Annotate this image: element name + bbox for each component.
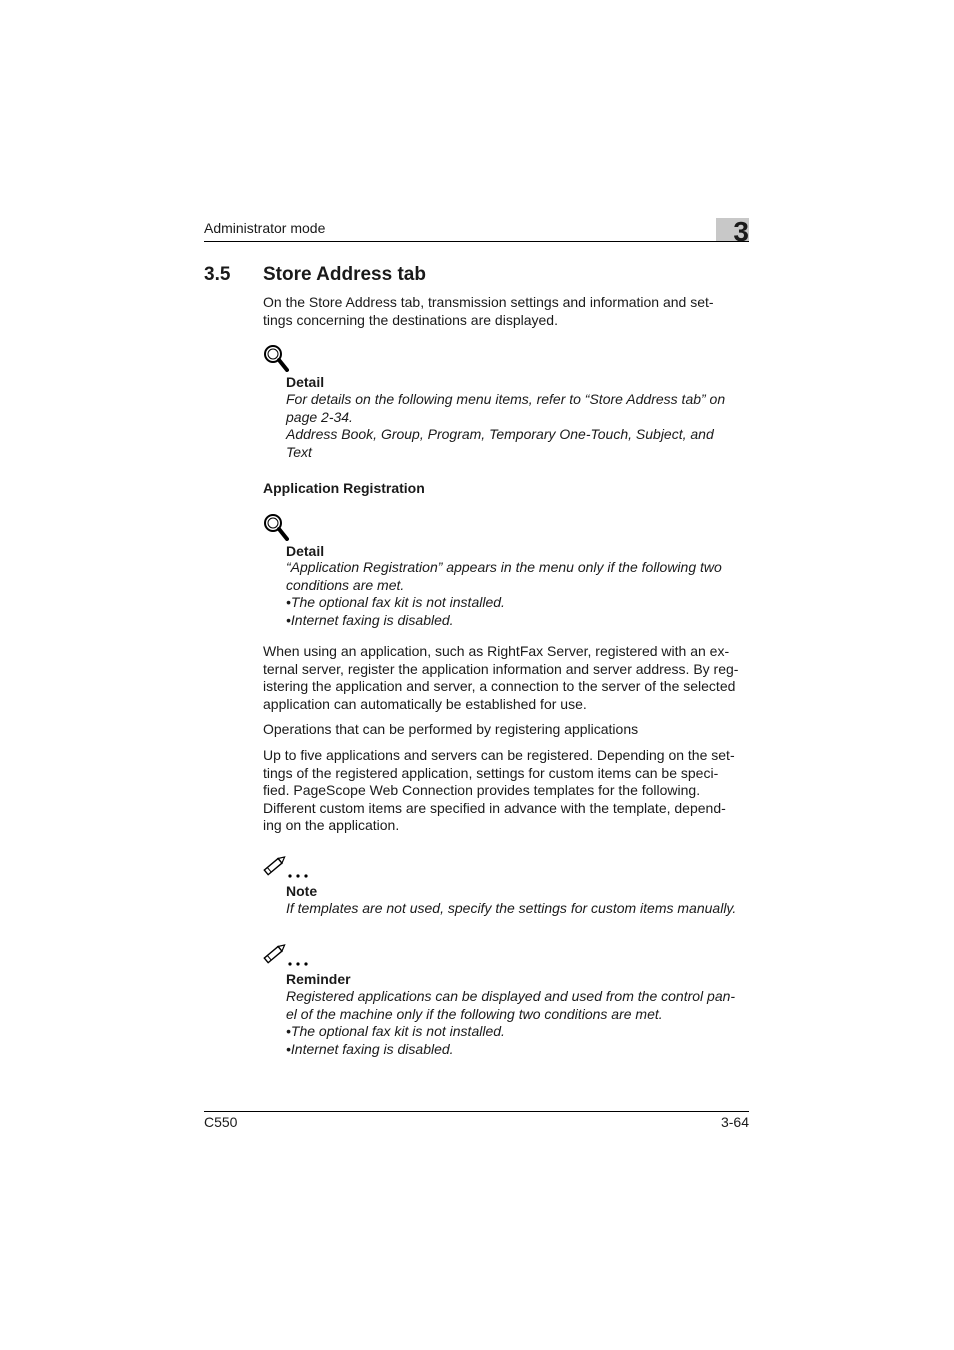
note-text: If templates are not used, specify the settings for custom items manually. — [286, 900, 737, 916]
footer-rule — [204, 1111, 749, 1112]
body-paragraph: Operations that can be performed by registering applications — [263, 721, 639, 737]
magnifier-icon — [263, 513, 289, 546]
intro-paragraph: On the Store Address tab, transmission settings and information and set- tings concerning the destinations are displayed. — [263, 294, 714, 328]
note-label: Note — [286, 883, 318, 899]
section-number: 3.5 — [204, 264, 231, 285]
pencil-icon — [263, 940, 311, 973]
reminder-label: Reminder — [286, 971, 351, 987]
detail-label: Detail — [286, 374, 325, 390]
reminder-text: Registered applications can be displayed and used from the control pan- el of the machine only if the following two conditions are met. •The optional fax kit is not installed. •Internet faxing is disabled. — [286, 988, 736, 1057]
body-paragraph: Up to five applications and servers can be registered. Depending on the set- tings of the registered application, settings for custom items can be speci- fied. PageScope Web Connection provides templates for the following. Different custom items are specified in advance with the template, depend- ing on the application. — [263, 747, 735, 833]
footer-model: C550 — [204, 1114, 238, 1130]
pencil-icon — [263, 852, 311, 885]
magnifier-icon — [263, 344, 289, 377]
header-rule — [204, 241, 749, 242]
section-title: Store Address tab — [263, 264, 426, 285]
chapter-number: 3 — [733, 216, 749, 247]
body-paragraph: When using an application, such as RightFax Server, registered with an ex- ternal server, register the application information and server address. By reg- istering the application and server, a connection to the server of the selected application can automatically be established for use. — [263, 643, 739, 712]
detail-text: For details on the following menu items, refer to “Store Address tab” on page 2-34. Address Book, Group, Program, Temporary One-Touch, Subject, and Text — [286, 391, 726, 460]
running-header: Administrator mode — [204, 220, 326, 236]
detail-text: “Application Registration” appears in the menu only if the following two conditions are met. •The optional fax kit is not installed. •Internet faxing is disabled. — [286, 559, 722, 628]
subheading: Application Registration — [263, 480, 425, 496]
detail-label: Detail — [286, 543, 325, 559]
footer-page-number: 3-64 — [720, 1114, 749, 1130]
